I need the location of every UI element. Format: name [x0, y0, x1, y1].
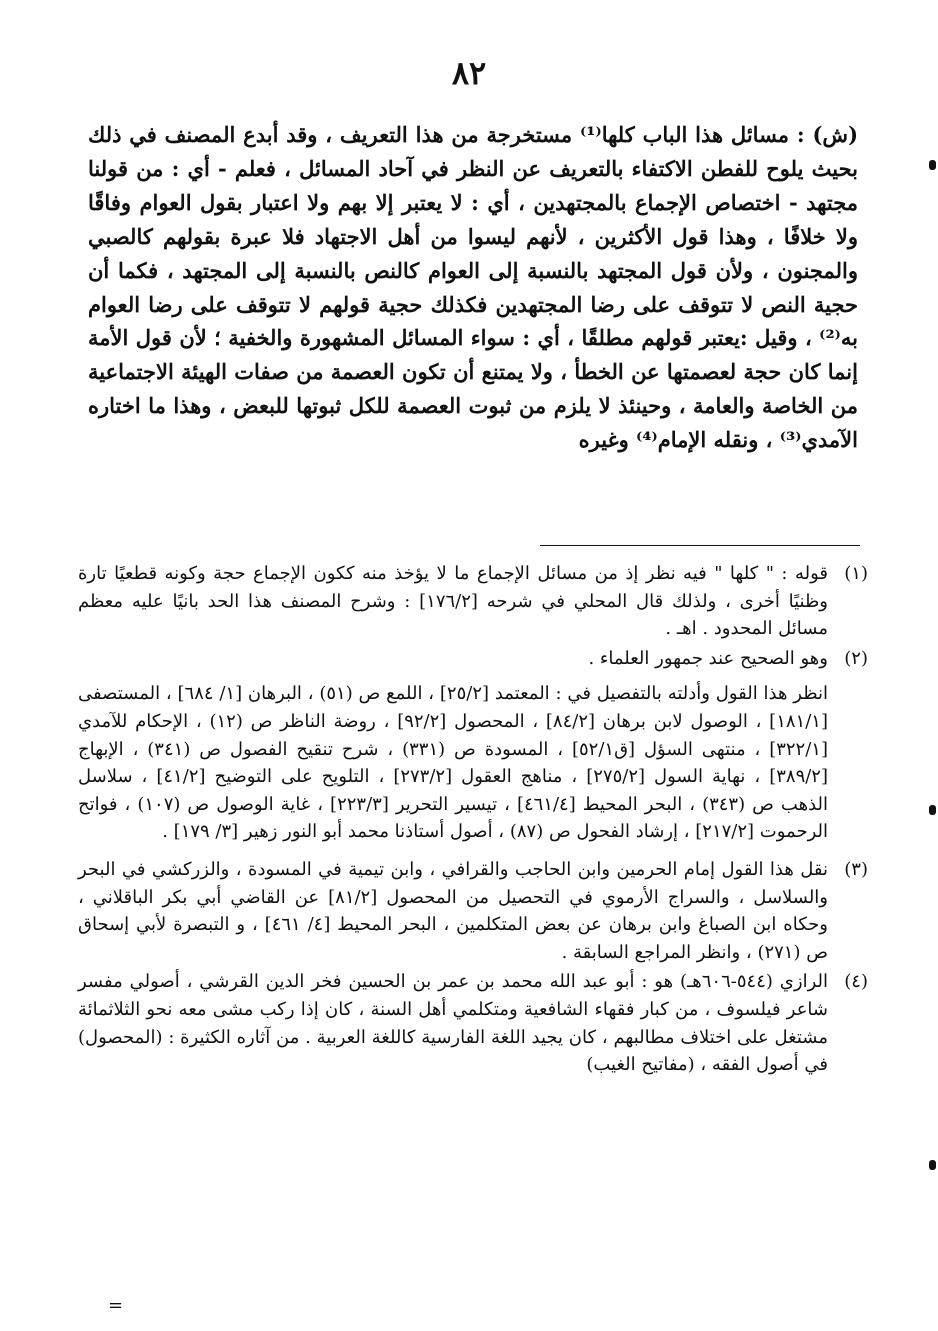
footnote [78, 560, 868, 643]
main-paragraph [88, 118, 858, 457]
footnote-body [78, 856, 828, 966]
footnote [78, 968, 868, 1078]
footnote-separator [540, 545, 860, 546]
scan-mark [929, 805, 936, 815]
footnote-body [78, 560, 828, 643]
scan-mark [929, 160, 936, 170]
footnote-number: (٣) [844, 858, 868, 880]
main-text [88, 118, 858, 457]
footnote-text: الرازي (٥٤٤-٦٠٦هـ) هو : أبو عبد الله محمد بن عمر بن الحسين فخر الدين القرشي ، أصولي مفسر شاعر فيلسوف ، من كبار فقهاء الشافعية ومتكلمي أهل السنة ، كان إذا ركب مشى معه نحو الثلاثمائة مشتغل على اختلاف مطالبهم ، كان يجيد اللغة الفارسية كاللغة العربية . من آثاره الكثيرة : (المحصول) في أصول الفقه ، (مفاتيح الغيب) [78, 971, 828, 1076]
footnote [78, 645, 868, 846]
footnote-number: (٢) [844, 647, 868, 669]
continuation-mark: = [108, 1295, 124, 1316]
page-number: ٨٢ [451, 54, 487, 92]
footnote-references: انظر هذا القول وأدلته بالتفصيل في : المعتمد [٢٥/٢] ، اللمع ص (٥١) ، البرهان [١/ ٦٨٤] ، المستصفى [١٨١/١] ، الوصول لابن برهان [٨٤/٢] ، المحصول [٩٢/٢] ، روضة الناظر ص (١٢) ، الإحكام للآمدي [٣٢٢/١] ، منتهى السؤل [ق٥٢/١] ، المسودة ص (٣٣١) ، شرح تنقيح الفصول ص (٣٤١) ، الإبهاج [٣٨٩/٢] ، نهاية السول [٢٧٥/٢] ، مناهج العقول [٢٧٣/٢] ، التلويح على التوضيح [٤١/٢] ، سلاسل الذهب ص (٣٤٣) ، البحر المحيط [٤٦١/٤] ، تيسير التحرير [٢٢٣/٣] ، غاية الوصول ص (١٠٧) ، فواتح الرحموت [٢١٧/٢] ، إرشاد الفحول ص (٨٧) ، أصول أستاذنا محمد أبو النور زهير [٣/ ١٧٩] . [78, 683, 829, 843]
footnote-text: وهو الصحيح عند جمهور العلماء . [588, 647, 828, 669]
footnote-number: (١) [844, 563, 868, 584]
footnote-body [78, 968, 828, 1078]
scan-mark [929, 1160, 936, 1170]
footnotes [78, 560, 868, 1081]
footnote-body [78, 645, 828, 846]
main-paragraph-text: مسائل هذا الباب كلها⁽¹⁾ مستخرجة من هذا التعريف ، وقد أبدع المصنف في ذلك بحيث يلوح للفطن الاكتفاء بالتعريف عن النظر في آحاد المسائل ، فعلم - أي : من قولنا مجتهد - اختصاص الإجماع بالمجتهدين ، أي : لا يعتبر إلا بهم ولا اعتبار بقول العوام وفاقًا ولا خلافًا ، وهذا قول الأكثرين ، لأنهم ليسوا من أهل الاجتهاد فلا عبرة بقولهم كالصبي والمجنون ، ولأن قول المجتهد بالنسبة إلى العوام كالنص بالنسبة إلى المجتهد ، فكما أن حجية النص لا تتوقف على رضا المجتهدين فكذلك حجية قولهم لا تتوقف على رضا العوام به⁽²⁾ ، وقيل :يعتبر قولهم مطلقًا ، أي : سواء المسائل المشهورة والخفية ؛ لأن قول الأمة إنما كان حجة لعصمتها عن الخطأ ، ولا يمتنع أن تكون العصمة من صفات الهيئة الاجتماعية من الخاصة والعامة ، وحينئذ لا يلزم من ثبوت العصمة للكل ثبوتها للبعض ، وهذا ما اختاره الآمدي⁽³⁾ ، ونقله الإمام⁽⁴⁾ وغيره [88, 122, 858, 453]
footnote-text: قوله : " كلها " فيه نظر إذ من مسائل الإجماع ما لا يؤخذ منه ككون الإجماع حجة وكونه قطعيًا تارة وظنيًا أخرى ، ولذلك قال المحلي في شرحه [١٧٦/٢] : وشرح المصنف هذا الحد بانيًا عليه معظم مسائل المحدود . اهـ . [78, 563, 828, 640]
footnote-text: نقل هذا القول إمام الحرمين وابن الحاجب والقرافي ، وابن تيمية في المسودة ، والزركشي في البحر والسلاسل ، والسراج الأرموي في التحصيل من المحصول [٨١/٢] عن القاضي أبي بكر الباقلاني ، وحكاه ابن الصباغ وابن برهان عن بعض المتكلمين ، البحر المحيط [٤/ ٤٦١] ، و التبصرة لأبي إسحاق ص (٢٧١) ، وانظر المراجع السابقة . [78, 858, 828, 963]
footnote [78, 856, 868, 966]
commentary-marker: (ش) : [796, 122, 859, 147]
footnote-number: (٤) [844, 971, 868, 993]
